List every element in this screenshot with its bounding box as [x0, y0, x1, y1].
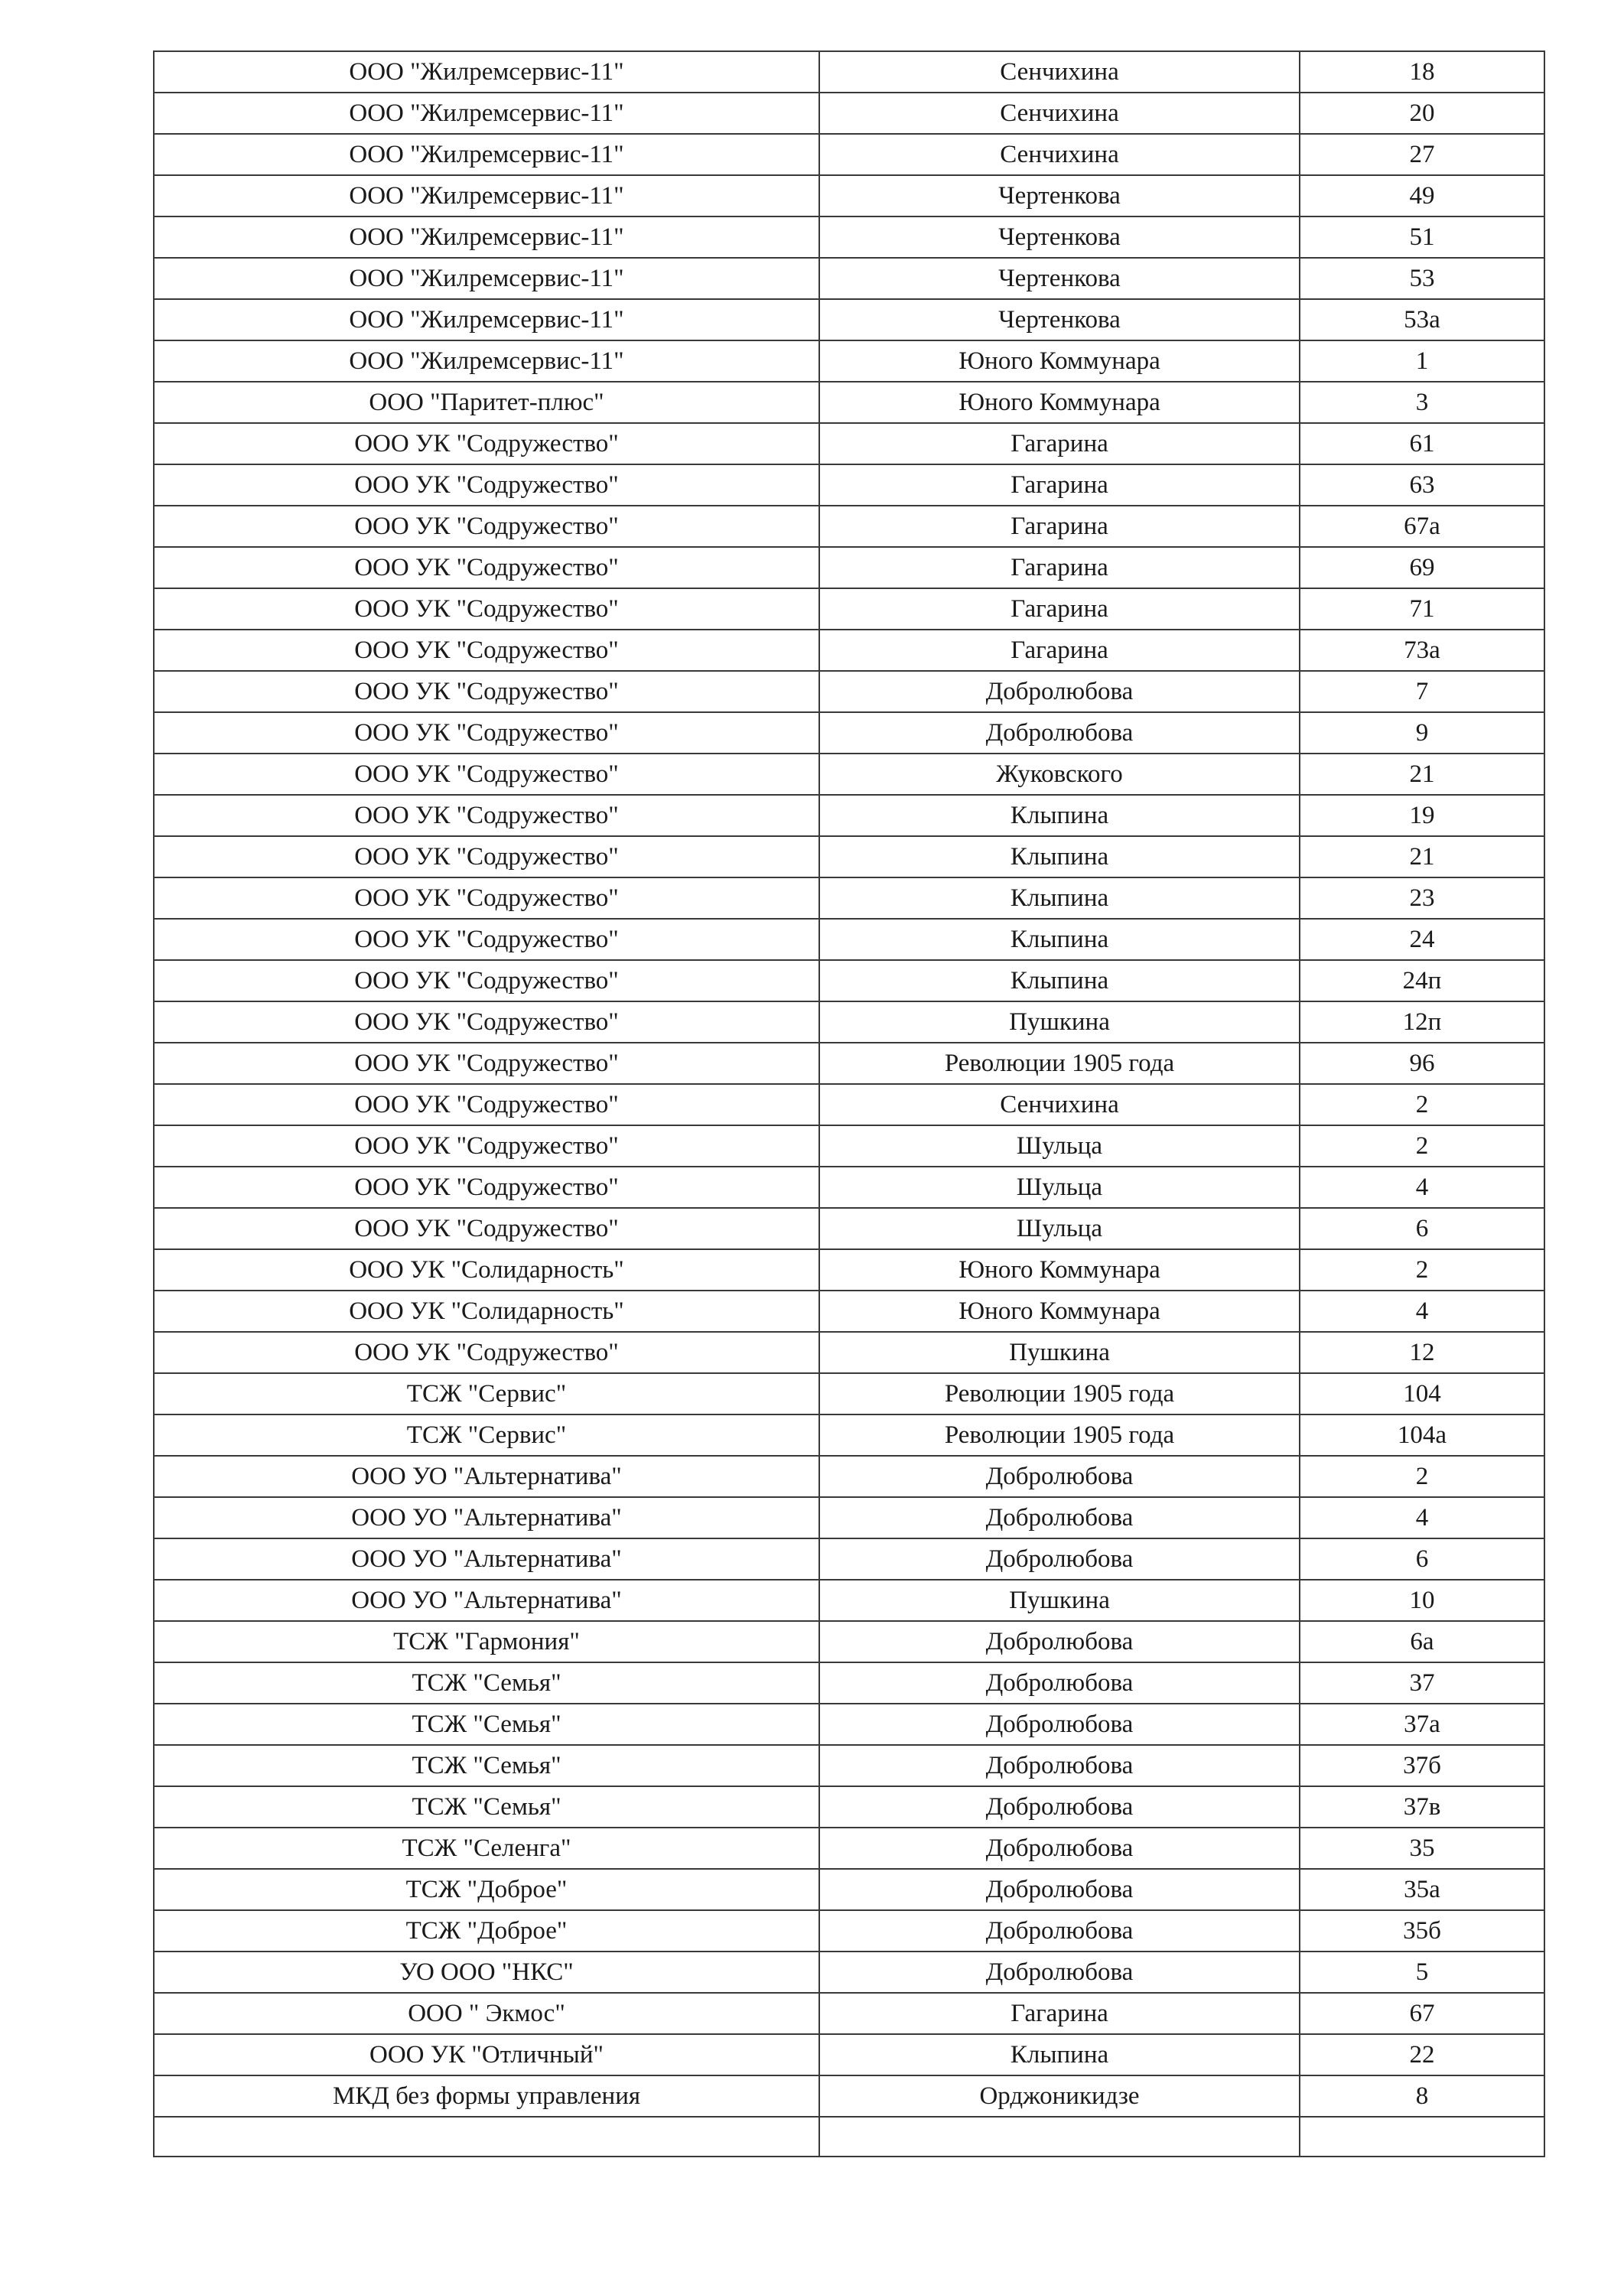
house-number-cell: 2	[1300, 1084, 1544, 1125]
table-row	[154, 588, 1544, 630]
street-cell: Жуковского	[819, 754, 1300, 795]
table-row	[154, 1621, 1544, 1662]
house-number-cell: 69	[1300, 547, 1544, 588]
street-cell: Добролюбова	[819, 712, 1300, 754]
house-number-cell: 2	[1300, 1249, 1544, 1291]
management-org-cell: ООО "Жилремсервис-11"	[154, 340, 819, 382]
management-org-cell: ТСЖ "Семья"	[154, 1704, 819, 1745]
management-org-cell: ООО УК "Содружество"	[154, 877, 819, 919]
table-row	[154, 382, 1544, 423]
street-cell: Клыпина	[819, 2034, 1300, 2075]
house-number-cell: 6	[1300, 1208, 1544, 1249]
street-cell: Сенчихина	[819, 134, 1300, 175]
management-org-cell: ООО "Жилремсервис-11"	[154, 216, 819, 258]
table-row	[154, 93, 1544, 134]
street-cell: Юного Коммунара	[819, 1291, 1300, 1332]
house-number-cell: 35	[1300, 1828, 1544, 1869]
management-org-cell: ООО УК "Содружество"	[154, 588, 819, 630]
street-cell: Пушкина	[819, 1580, 1300, 1621]
table-row	[154, 340, 1544, 382]
management-org-cell: ООО УК "Содружество"	[154, 1332, 819, 1373]
table-row	[154, 547, 1544, 588]
street-cell: Добролюбова	[819, 1662, 1300, 1704]
street-cell: Чертенкова	[819, 216, 1300, 258]
management-org-cell: ООО УК "Содружество"	[154, 1001, 819, 1043]
house-number-cell: 12	[1300, 1332, 1544, 1373]
street-cell: Юного Коммунара	[819, 1249, 1300, 1291]
house-number-cell: 22	[1300, 2034, 1544, 2075]
house-number-cell: 4	[1300, 1167, 1544, 1208]
street-cell: Шульца	[819, 1125, 1300, 1167]
house-number-cell: 9	[1300, 712, 1544, 754]
table-row	[154, 134, 1544, 175]
street-cell: Чертенкова	[819, 258, 1300, 299]
management-org-cell: ООО "Жилремсервис-11"	[154, 258, 819, 299]
house-number-cell: 5	[1300, 1952, 1544, 1993]
house-number-cell: 35а	[1300, 1869, 1544, 1910]
house-number-cell: 27	[1300, 134, 1544, 175]
table-row	[154, 1373, 1544, 1414]
street-cell: Клыпина	[819, 836, 1300, 877]
table-row	[154, 1249, 1544, 1291]
management-org-cell: ООО УК "Содружество"	[154, 1084, 819, 1125]
table-row	[154, 1786, 1544, 1828]
management-org-cell: МКД без формы управления	[154, 2075, 819, 2117]
table-row	[154, 1291, 1544, 1332]
management-org-cell: ООО УК "Содружество"	[154, 506, 819, 547]
management-org-cell: ООО " Экмос"	[154, 1993, 819, 2034]
table-row	[154, 2034, 1544, 2075]
street-cell: Добролюбова	[819, 1456, 1300, 1497]
table-row	[154, 1084, 1544, 1125]
management-org-cell: ООО "Паритет-плюс"	[154, 382, 819, 423]
street-cell: Гагарина	[819, 547, 1300, 588]
table-row	[154, 2075, 1544, 2117]
street-cell: Добролюбова	[819, 1745, 1300, 1786]
table-row	[154, 919, 1544, 960]
house-number-cell: 35б	[1300, 1910, 1544, 1952]
house-number-cell: 67а	[1300, 506, 1544, 547]
management-org-cell: ООО УО "Альтернатива"	[154, 1456, 819, 1497]
street-cell: Пушкина	[819, 1001, 1300, 1043]
table-row	[154, 423, 1544, 464]
table-row	[154, 1167, 1544, 1208]
street-cell: Революции 1905 года	[819, 1373, 1300, 1414]
house-number-cell: 4	[1300, 1497, 1544, 1538]
table-row	[154, 1993, 1544, 2034]
table-row	[154, 795, 1544, 836]
table-row	[154, 960, 1544, 1001]
house-number-cell: 23	[1300, 877, 1544, 919]
management-org-cell: ООО УК "Содружество"	[154, 423, 819, 464]
house-number-cell: 37а	[1300, 1704, 1544, 1745]
management-org-cell: ООО УК "Содружество"	[154, 464, 819, 506]
house-number-cell: 2	[1300, 1456, 1544, 1497]
street-cell: Шульца	[819, 1208, 1300, 1249]
house-number-cell: 3	[1300, 382, 1544, 423]
house-number-cell	[1300, 2117, 1544, 2157]
house-number-cell: 96	[1300, 1043, 1544, 1084]
management-org-cell: ООО УК "Содружество"	[154, 1125, 819, 1167]
management-org-cell: ООО "Жилремсервис-11"	[154, 51, 819, 93]
house-number-cell: 37	[1300, 1662, 1544, 1704]
table-row	[154, 877, 1544, 919]
housing-management-table	[153, 50, 1545, 2157]
street-cell: Гагарина	[819, 506, 1300, 547]
management-org-cell: ООО УК "Содружество"	[154, 712, 819, 754]
management-org-cell: ООО УК "Содружество"	[154, 919, 819, 960]
street-cell: Добролюбова	[819, 1704, 1300, 1745]
street-cell: Добролюбова	[819, 1538, 1300, 1580]
management-org-cell: ООО УО "Альтернатива"	[154, 1497, 819, 1538]
management-org-cell: ООО УК "Содружество"	[154, 960, 819, 1001]
street-cell: Добролюбова	[819, 1621, 1300, 1662]
table-row	[154, 1869, 1544, 1910]
house-number-cell: 61	[1300, 423, 1544, 464]
house-number-cell: 24п	[1300, 960, 1544, 1001]
street-cell: Добролюбова	[819, 1828, 1300, 1869]
street-cell: Гагарина	[819, 464, 1300, 506]
table-row	[154, 1538, 1544, 1580]
house-number-cell: 71	[1300, 588, 1544, 630]
management-org-cell: ООО УК "Содружество"	[154, 630, 819, 671]
table-row	[154, 1332, 1544, 1373]
management-org-cell: ООО "Жилремсервис-11"	[154, 299, 819, 340]
table-row	[154, 464, 1544, 506]
house-number-cell: 20	[1300, 93, 1544, 134]
house-number-cell: 1	[1300, 340, 1544, 382]
management-org-cell: ООО УК "Содружество"	[154, 547, 819, 588]
management-org-cell: ООО УК "Содружество"	[154, 1208, 819, 1249]
management-org-cell: ТСЖ "Семья"	[154, 1786, 819, 1828]
house-number-cell: 53а	[1300, 299, 1544, 340]
table-row	[154, 836, 1544, 877]
house-number-cell: 67	[1300, 1993, 1544, 2034]
table-body	[154, 51, 1544, 2157]
house-number-cell: 6а	[1300, 1621, 1544, 1662]
management-org-cell: ООО УК "Отличный"	[154, 2034, 819, 2075]
management-org-cell: ООО "Жилремсервис-11"	[154, 134, 819, 175]
street-cell: Чертенкова	[819, 175, 1300, 216]
management-org-cell: ООО УО "Альтернатива"	[154, 1538, 819, 1580]
table-row	[154, 1497, 1544, 1538]
house-number-cell: 104а	[1300, 1414, 1544, 1456]
house-number-cell: 73а	[1300, 630, 1544, 671]
house-number-cell: 7	[1300, 671, 1544, 712]
house-number-cell: 10	[1300, 1580, 1544, 1621]
house-number-cell: 6	[1300, 1538, 1544, 1580]
table-row	[154, 1745, 1544, 1786]
management-org-cell: ТСЖ "Сервис"	[154, 1414, 819, 1456]
management-org-cell: ТСЖ "Гармония"	[154, 1621, 819, 1662]
table-row	[154, 1662, 1544, 1704]
table-row	[154, 506, 1544, 547]
street-cell	[819, 2117, 1300, 2157]
street-cell: Клыпина	[819, 877, 1300, 919]
management-org-cell: ООО УК "Содружество"	[154, 754, 819, 795]
table-row	[154, 1456, 1544, 1497]
street-cell: Добролюбова	[819, 1497, 1300, 1538]
house-number-cell: 4	[1300, 1291, 1544, 1332]
table-row	[154, 51, 1544, 93]
management-org-cell: ООО УК "Содружество"	[154, 836, 819, 877]
table-row	[154, 671, 1544, 712]
management-org-cell: ТСЖ "Доброе"	[154, 1910, 819, 1952]
table-row	[154, 1001, 1544, 1043]
management-org-cell: УО ООО "НКС"	[154, 1952, 819, 1993]
house-number-cell: 12п	[1300, 1001, 1544, 1043]
house-number-cell: 37в	[1300, 1786, 1544, 1828]
street-cell: Гагарина	[819, 1993, 1300, 2034]
management-org-cell: ООО "Жилремсервис-11"	[154, 175, 819, 216]
street-cell: Добролюбова	[819, 1869, 1300, 1910]
street-cell: Гагарина	[819, 423, 1300, 464]
management-org-cell: ТСЖ "Селенга"	[154, 1828, 819, 1869]
street-cell: Орджоникидзе	[819, 2075, 1300, 2117]
table-row	[154, 1208, 1544, 1249]
table-row	[154, 299, 1544, 340]
street-cell: Юного Коммунара	[819, 340, 1300, 382]
table-row	[154, 712, 1544, 754]
street-cell: Добролюбова	[819, 1952, 1300, 1993]
table-row	[154, 1580, 1544, 1621]
house-number-cell: 37б	[1300, 1745, 1544, 1786]
street-cell: Юного Коммунара	[819, 382, 1300, 423]
street-cell: Пушкина	[819, 1332, 1300, 1373]
table-row	[154, 754, 1544, 795]
table-row	[154, 258, 1544, 299]
table-row	[154, 1704, 1544, 1745]
street-cell: Революции 1905 года	[819, 1414, 1300, 1456]
management-org-cell: ООО УК "Содружество"	[154, 1043, 819, 1084]
management-org-cell: ООО УО "Альтернатива"	[154, 1580, 819, 1621]
table-row	[154, 1952, 1544, 1993]
table-row	[154, 175, 1544, 216]
street-cell: Сенчихина	[819, 51, 1300, 93]
house-number-cell: 104	[1300, 1373, 1544, 1414]
house-number-cell: 49	[1300, 175, 1544, 216]
house-number-cell: 8	[1300, 2075, 1544, 2117]
management-org-cell: ООО УК "Солидарность"	[154, 1291, 819, 1332]
street-cell: Добролюбова	[819, 671, 1300, 712]
management-org-cell: ТСЖ "Доброе"	[154, 1869, 819, 1910]
management-org-cell: ТСЖ "Сервис"	[154, 1373, 819, 1414]
street-cell: Сенчихина	[819, 93, 1300, 134]
house-number-cell: 51	[1300, 216, 1544, 258]
management-org-cell: ООО "Жилремсервис-11"	[154, 93, 819, 134]
street-cell: Клыпина	[819, 919, 1300, 960]
table-row	[154, 630, 1544, 671]
street-cell: Добролюбова	[819, 1786, 1300, 1828]
street-cell: Революции 1905 года	[819, 1043, 1300, 1084]
management-org-cell: ТСЖ "Семья"	[154, 1662, 819, 1704]
table-row	[154, 2117, 1544, 2157]
street-cell: Клыпина	[819, 795, 1300, 836]
street-cell: Шульца	[819, 1167, 1300, 1208]
management-org-cell: ТСЖ "Семья"	[154, 1745, 819, 1786]
house-number-cell: 21	[1300, 754, 1544, 795]
house-number-cell: 63	[1300, 464, 1544, 506]
house-number-cell: 21	[1300, 836, 1544, 877]
street-cell: Гагарина	[819, 630, 1300, 671]
management-org-cell: ООО УК "Содружество"	[154, 671, 819, 712]
table-row	[154, 1414, 1544, 1456]
house-number-cell: 2	[1300, 1125, 1544, 1167]
street-cell: Добролюбова	[819, 1910, 1300, 1952]
management-org-cell	[154, 2117, 819, 2157]
street-cell: Гагарина	[819, 588, 1300, 630]
table-row	[154, 1125, 1544, 1167]
street-cell: Чертенкова	[819, 299, 1300, 340]
management-org-cell: ООО УК "Солидарность"	[154, 1249, 819, 1291]
street-cell: Клыпина	[819, 960, 1300, 1001]
street-cell: Сенчихина	[819, 1084, 1300, 1125]
table-row	[154, 1043, 1544, 1084]
table-row	[154, 1828, 1544, 1869]
management-org-cell: ООО УК "Содружество"	[154, 1167, 819, 1208]
house-number-cell: 18	[1300, 51, 1544, 93]
management-org-cell: ООО УК "Содружество"	[154, 795, 819, 836]
house-number-cell: 53	[1300, 258, 1544, 299]
table-row	[154, 1910, 1544, 1952]
house-number-cell: 24	[1300, 919, 1544, 960]
house-number-cell: 19	[1300, 795, 1544, 836]
table-row	[154, 216, 1544, 258]
